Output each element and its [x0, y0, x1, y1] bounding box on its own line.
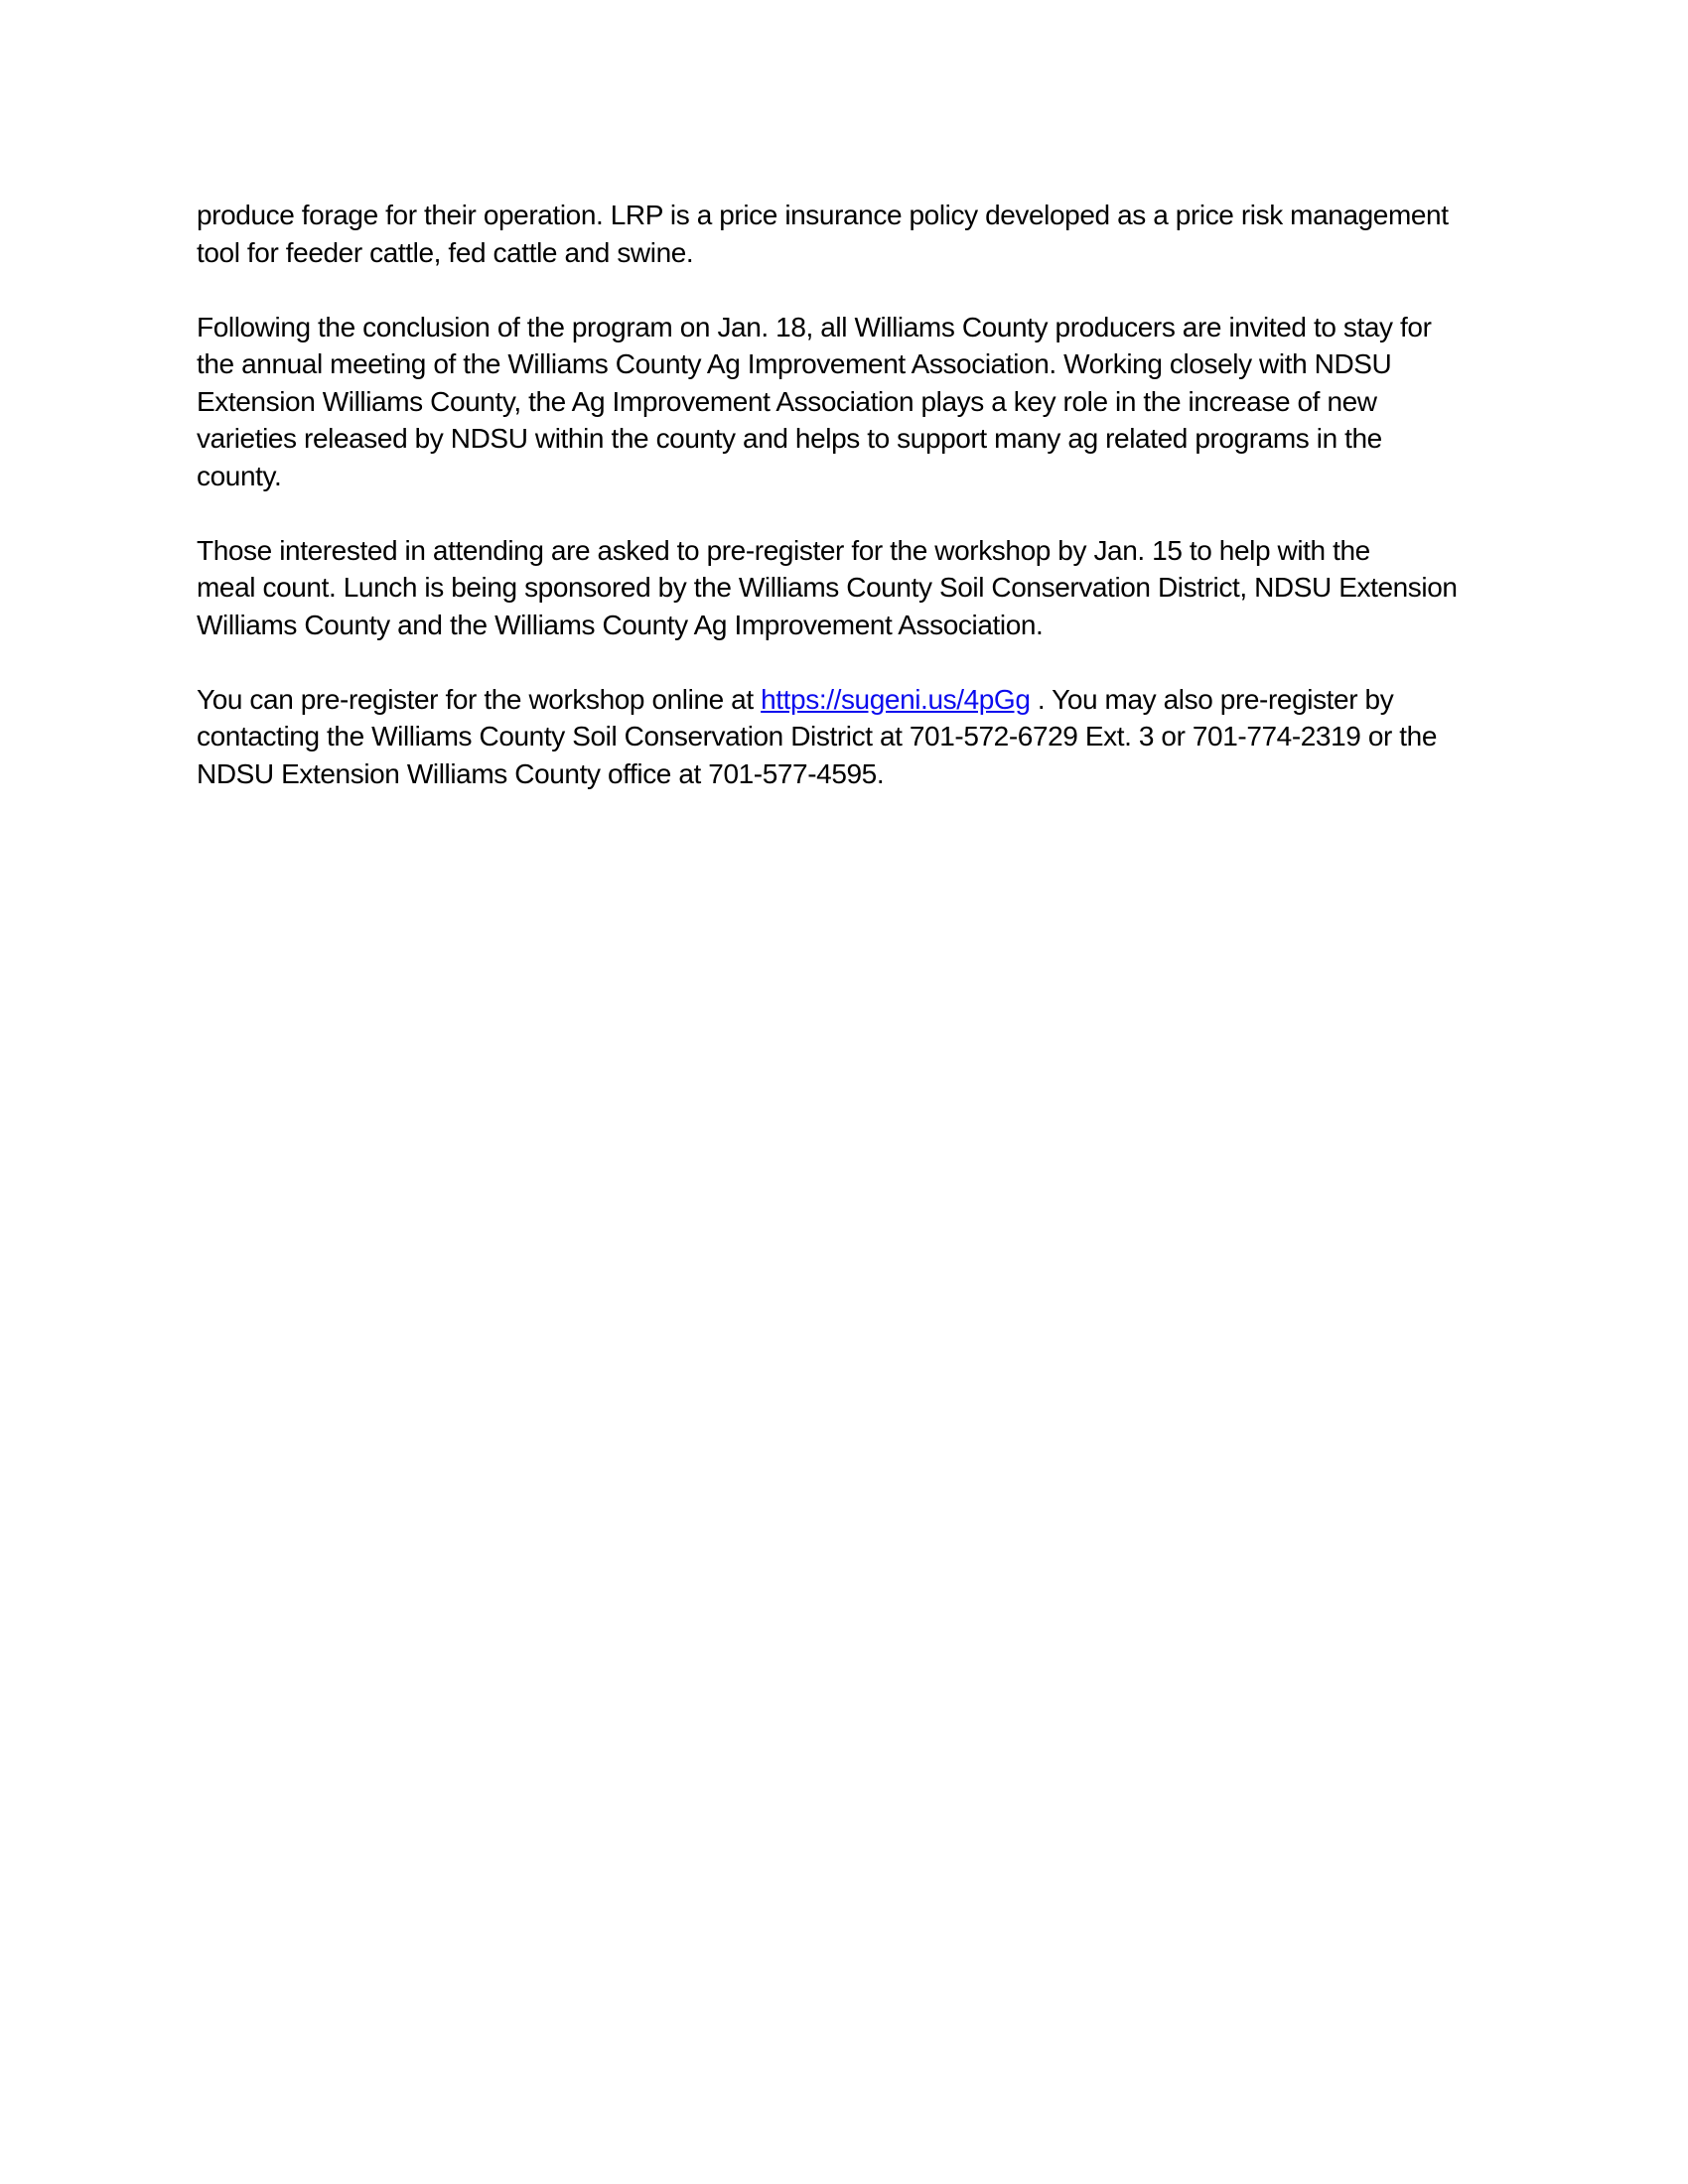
- paragraph: [197, 309, 1499, 495]
- text-run: You can pre-register for the workshop online at: [197, 683, 762, 715]
- paragraph: [197, 197, 1499, 271]
- text-line: [197, 197, 1499, 234]
- document-body: [197, 197, 1499, 830]
- text-run: the annual meeting of the Williams County Ag Improvement Association. Working closely with NDSU: [197, 348, 1392, 379]
- paragraph: [197, 681, 1499, 793]
- text-run: Those interested in attending are asked to pre-register for the workshop by Jan. 15 to help with the: [197, 534, 1370, 566]
- text-run: varieties released by NDSU within the county and helps to support many ag related programs in the: [197, 423, 1382, 454]
- text-line: [197, 681, 1499, 719]
- text-line: [197, 718, 1499, 755]
- text-line: [197, 458, 1499, 495]
- text-run: Williams County and the Williams County Ag Improvement Association.: [197, 609, 1044, 640]
- text-run: produce forage for their operation. LRP is a price insurance policy developed as a price risk management: [197, 200, 1449, 230]
- text-line: [197, 234, 1499, 272]
- text-line: [197, 345, 1499, 383]
- paragraph: [197, 532, 1499, 644]
- text-line: [197, 383, 1499, 421]
- text-run: county.: [197, 460, 282, 491]
- text-line: [197, 420, 1499, 458]
- text-run: NDSU Extension Williams County office at 701-577-4595.: [197, 757, 885, 789]
- text-line: [197, 755, 1499, 793]
- text-run: tool for feeder cattle, fed cattle and swine.: [197, 236, 694, 268]
- text-run: Following the conclusion of the program on Jan. 18, all Williams County producers are invited to stay for: [197, 311, 1432, 342]
- text-line: [197, 607, 1499, 644]
- pre-register-link[interactable]: https://sugeni.us/4pGg: [761, 683, 1031, 715]
- text-line: [197, 569, 1499, 607]
- text-run: contacting the Williams County Soil Conservation District at 701-572-6729 Ext. 3 or 701-774-2319 or the: [197, 721, 1438, 751]
- text-run: . You may also pre-register by: [1030, 683, 1394, 715]
- text-run: Extension Williams County, the Ag Improvement Association plays a key role in the increase of new: [197, 385, 1377, 417]
- text-line: [197, 532, 1499, 570]
- text-line: [197, 309, 1499, 346]
- text-run: meal count. Lunch is being sponsored by the Williams County Soil Conservation District, NDSU Extension: [197, 572, 1458, 603]
